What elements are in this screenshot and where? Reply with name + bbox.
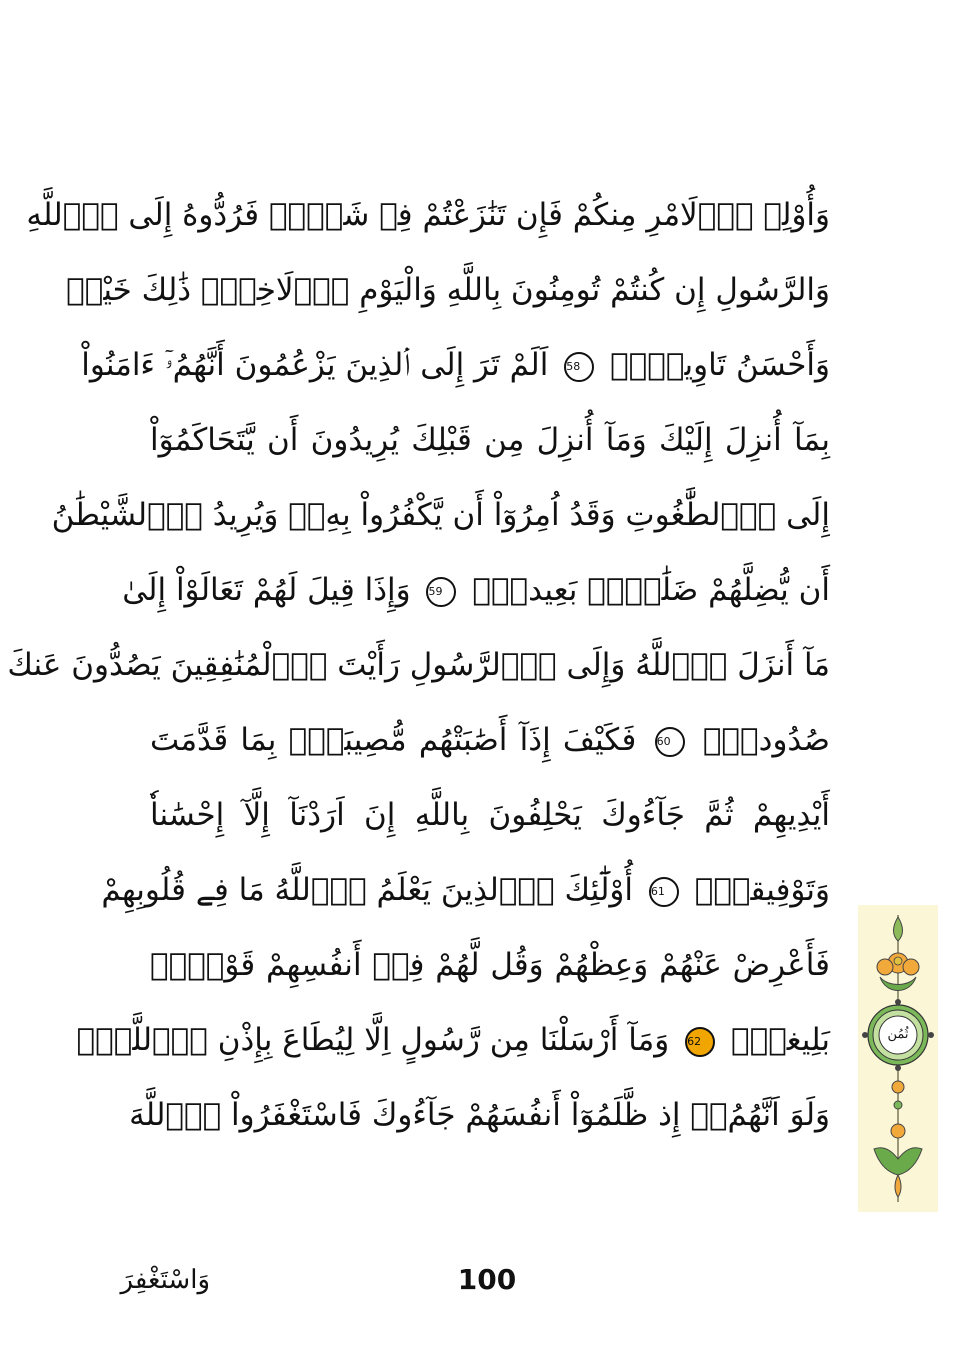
text-line-5: [51, 480, 830, 550]
line-text: وَمَآ أَرْسَلْنَا مِن رَّسُولٍ اِلَّا لِيُطَاعَ بِإِذْنِ اِ۬للَّهِۖ: [76, 1022, 670, 1058]
page-number: 100: [457, 1263, 517, 1296]
hizb-marginal-ornament: [858, 905, 938, 1212]
line-text: اَلَمْ تَرَ إِلَى اَ۬لذِينَ يَزْعُمُونَ أَنَّهُمُۥٓ ءَامَنُواْ: [81, 347, 549, 383]
text-line-3: [81, 330, 830, 400]
text-line-10: [101, 855, 830, 925]
ayah-marker: 60: [655, 727, 685, 757]
line-text: وَلَوَ اَنَّهُمُۥٓ إِذ ظَّلَمُوٓاْ أَنفُسَهُمْ جَآءُوكَ فَاسْتَغْفَرُواْ اُ۬للَّهَ: [129, 1097, 830, 1133]
text-line-12: [76, 1005, 830, 1075]
text-line-2: [66, 255, 830, 325]
line-text: مَآ أَنزَلَ اَ۬للَّهُ وَإِلَى اَ۬لرَّسُولِ رَأَيْتَ اَ۬لْمُنَٰفِقِينَ يَصُدُّونَ عَنكَ: [7, 647, 830, 683]
line-text: أُوْلَٰٓئِكَ اَ۬لذِينَ يَعْلَمُ اُ۬للَّهُ مَا فِے قُلُوبِهِمْ: [101, 872, 633, 908]
text-line-7: [7, 630, 830, 700]
catchword: وَاسْتَغْفِرَ: [120, 1265, 210, 1295]
line-text: بِمَآ أُنزِلَ إِلَيْكَ وَمَآ أُنزِلَ مِن قَبْلِكَ يُرِيدُونَ أَن يَّتَحَاكَمُوٓاْ: [150, 422, 830, 458]
text-line-13: [129, 1080, 830, 1150]
ayah-marker: 62: [685, 1027, 715, 1057]
ayah-marker: 58: [564, 352, 594, 382]
floral-ornament-icon: [858, 905, 938, 1212]
line-text: صُدُوداٗۖ: [702, 722, 831, 758]
line-text: فَكَيْفَ إِذَآ أَصَٰبَتْهُم مُّصِيبَةُۢ بِمَا قَدَّمَتَ: [150, 722, 637, 758]
text-line-6: [122, 555, 830, 625]
hizb-label: ثُمُن: [887, 1027, 909, 1042]
line-text: إِلَى اَ۬لطَّٰغُوتِ وَقَدُ اُمِرُوٓاْ أَن يَّكْفُرُواْ بِهِۦۖ وَيُرِيدُ اُ۬لشَّيْطَٰنُ: [51, 497, 830, 533]
line-text: وَأَحْسَنُ تَاوِيلاًۖ: [610, 347, 830, 383]
text-line-11: [150, 930, 830, 1000]
text-line-1: [26, 180, 830, 250]
line-text: بَلِيغاٗۖ: [730, 1022, 830, 1058]
line-text: وَتَوْفِيقاًۖ: [694, 872, 830, 908]
ayah-marker: 59: [426, 577, 456, 607]
line-text: وَأُوْلِے اِ۬لَامْرِ مِنكُمْ فَإِن تَنَٰزَعْتُمْ فِے شَےْءٖ فَرُدُّوهُ إِلَى اَ۬للَّهِ: [26, 197, 830, 233]
text-line-9: [150, 780, 830, 850]
line-text: وَإِذَا قِيلَ لَهُمْ تَعَالَوْاْ إِلَىٰ: [122, 572, 411, 608]
line-text: فَأَعْرِضْ عَنْهُمْ وَعِظْهُمْ وَقُل لَّهُمْ فِےٓ أَنفُسِهِمْ قَوْلاَۢ: [150, 947, 830, 983]
line-text: أَيْدِيهِمْ ثُمَّ جَآءُوكَ يَحْلِفُونَ بِاللَّهِ إِنَ اَرَدْنَآ إِلَّآ إِحْسَٰناٗ: [150, 797, 830, 833]
text-line-4: [150, 405, 830, 475]
text-line-8: [150, 705, 830, 775]
line-text: وَالرَّسُولِ إِن كُنتُمْ تُومِنُونَ بِاللَّهِ وَالْيَوْمِ اِ۬لَاخِرِۖ ذَٰلِكَ خَيْرٞ: [66, 272, 830, 308]
line-text: أَن يُّضِلَّهُمْ ضَلَٰلاَۢ بَعِيداٗۖ: [472, 572, 830, 608]
ayah-marker: 61: [649, 877, 679, 907]
quran-text-block: [7, 180, 831, 1160]
